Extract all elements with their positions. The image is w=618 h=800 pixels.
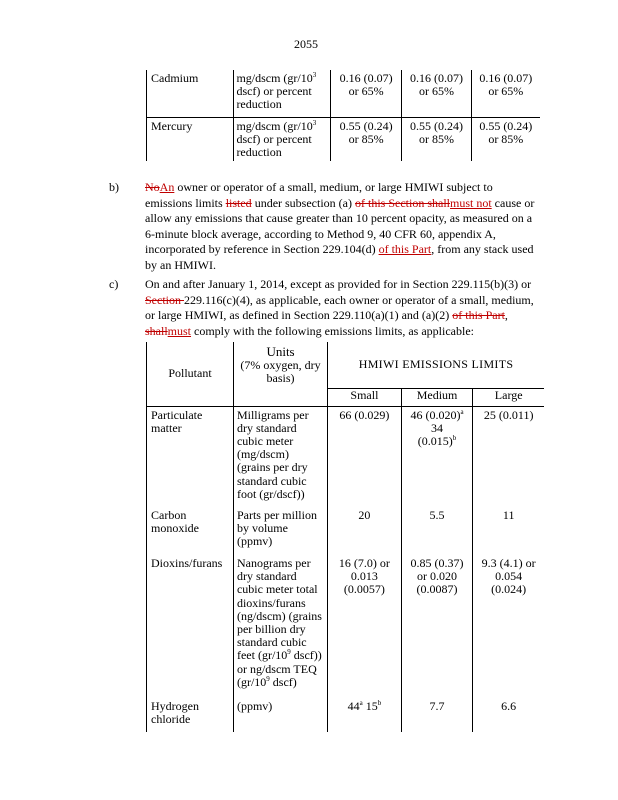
table-header-row bbox=[147, 342, 545, 388]
pollutant-cell: Dioxins/furans bbox=[147, 555, 234, 698]
pollutant-header: Pollutant bbox=[147, 342, 234, 406]
units-cell: mg/dscm ($gr/10^3$ dscf) or percent reduction bbox=[234, 117, 330, 161]
units-cell: (ppmv) bbox=[233, 698, 327, 732]
page-number: 2055 bbox=[294, 37, 318, 51]
small-cell: 0.55 (0.24) or 85% bbox=[330, 117, 401, 161]
medium-cell: 46 $(0.020)^a$ 34 $(0.015)^b$ bbox=[401, 406, 473, 507]
table-row bbox=[147, 698, 545, 732]
table-row bbox=[147, 70, 541, 117]
medium-cell: 0.16 (0.07) or 65% bbox=[402, 70, 471, 117]
table-row bbox=[147, 555, 545, 698]
medium-header: Medium bbox=[401, 388, 473, 406]
table-row bbox=[147, 406, 545, 507]
units-header: Units (7% oxygen, dry basis) bbox=[233, 342, 327, 406]
units-cell: mg/dscm ($gr/10^3$ dscf) or percent reduction bbox=[234, 70, 330, 117]
para-b-text: NoAn owner or operator of a small, medium, or large HMIWI subject to emissions limits listed under subsection (a) of this Section shallmust not cause or allow any emissions that cause greater than 10 percent opacity, as measured on a 6-minute block average, according to Method 9, 40 CFR 60, appendix A, incorporated by reference in Section 229.104(d) of this Part, from any stack used by an HMIWI. bbox=[145, 180, 535, 272]
pollutant-cell: Hydrogen chloride bbox=[147, 698, 234, 732]
large-cell: 0.55 (0.24) or 85% bbox=[471, 117, 540, 161]
small-cell: 20 bbox=[328, 507, 402, 555]
pollutant-cell: Particulate matter bbox=[147, 406, 234, 507]
small-cell: 16 (7.0) or 0.013 (0.0057) bbox=[328, 555, 402, 698]
pollutant-cell: Carbon monoxide bbox=[147, 507, 234, 555]
medium-cell: 7.7 bbox=[401, 698, 473, 732]
medium-cell: 0.55 (0.24) or 85% bbox=[402, 117, 471, 161]
units-cell: Parts per million by volume (ppmv) bbox=[233, 507, 327, 555]
medium-cell: 5.5 bbox=[401, 507, 473, 555]
para-c-label: c) bbox=[109, 277, 119, 291]
small-cell: 0.16 (0.07) or 65% bbox=[330, 70, 401, 117]
pollutant-cell: Mercury bbox=[147, 117, 234, 161]
large-header: Large bbox=[473, 388, 544, 406]
units-cell: Nanograms per dry standard cubic meter total dioxins/furans (ng/dscm) (grains per billion dry standard cubic feet ($gr/10^9$ dscf)) or ng/dscm TEQ ($gr/10^9$ dscf) bbox=[233, 555, 327, 698]
small-header: Small bbox=[328, 388, 402, 406]
small-cell: 44$^a$ 15$^b$ bbox=[328, 698, 402, 732]
pollutant-cell: Cadmium bbox=[147, 70, 234, 117]
medium-cell: 0.85 (0.37) or 0.020 (0.0087) bbox=[401, 555, 473, 698]
para-b-label: b) bbox=[109, 180, 119, 194]
hmiwi-emissions-table bbox=[146, 342, 544, 732]
units-cell: Milligrams per dry standard cubic meter (mg/dscm) (grains per dry standard cubic foot (gr/dscf)) bbox=[233, 406, 327, 507]
small-cell: 66 (0.029) bbox=[328, 406, 402, 507]
top-emissions-table bbox=[146, 70, 540, 161]
large-cell: 25 (0.011) bbox=[473, 406, 544, 507]
large-cell: 0.16 (0.07) or 65% bbox=[471, 70, 540, 117]
table-row bbox=[147, 507, 545, 555]
table-row bbox=[147, 117, 541, 161]
large-cell: 9.3 (4.1) or 0.054 (0.024) bbox=[473, 555, 544, 698]
large-cell: 6.6 bbox=[473, 698, 544, 732]
para-c-text: On and after January 1, 2014, except as provided for in Section 229.115(b)(3) or Section 229.116(c)(4), as applicable, each owner or operator of a small, medium, or large HMIWI, as defined in Section 229.110(a)(1) and (a)(2) of this Part, shallmust comply with the following emissions limits, as applicable: bbox=[145, 277, 534, 338]
large-cell: 11 bbox=[473, 507, 544, 555]
emissions-limits-header: HMIWI EMISSIONS LIMITS bbox=[328, 342, 544, 388]
